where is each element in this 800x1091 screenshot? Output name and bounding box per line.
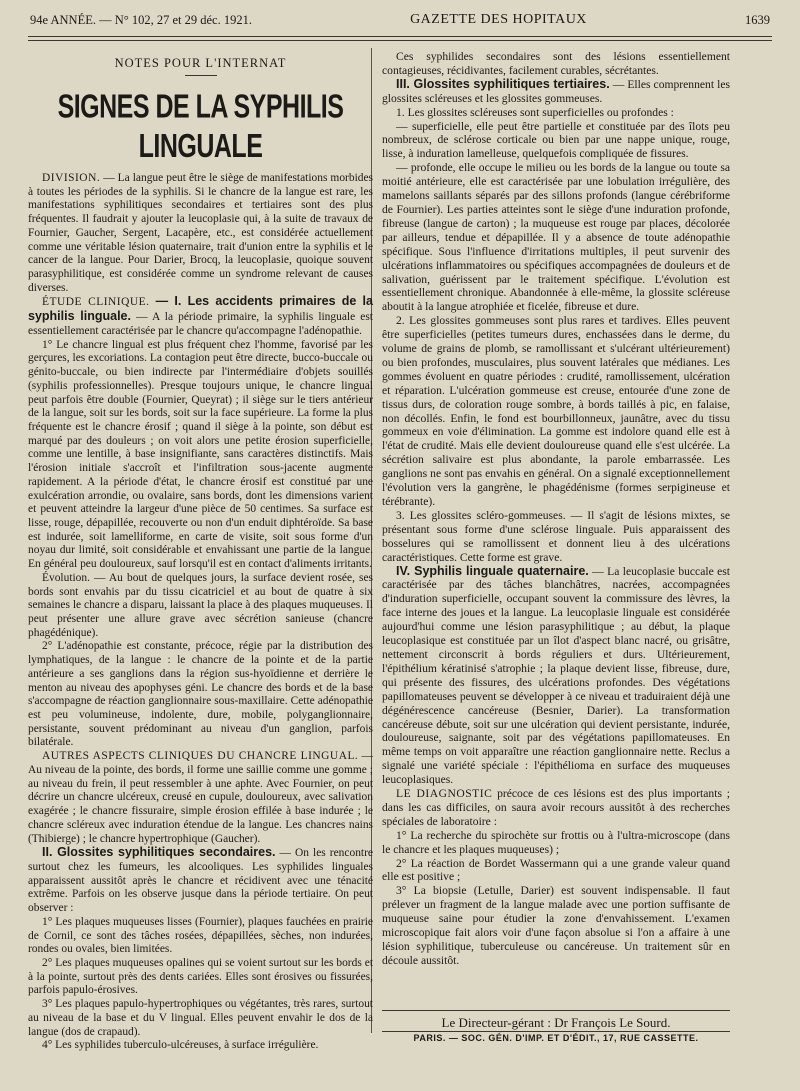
paragraph bbox=[28, 1039, 373, 1053]
lead-in: ÉTUDE CLINIQUE. bbox=[42, 296, 150, 309]
paragraph bbox=[28, 916, 373, 957]
paragraph bbox=[382, 829, 730, 857]
paragraph-text: — A la période primaire, la syphilis linguale est essentiellement caractérisée par le chancre qu'accompagne l'adénopathie. bbox=[28, 311, 373, 337]
paragraph bbox=[382, 565, 730, 788]
paragraph-text: 2° Les plaques muqueuses opalines qui se voient surtout sur les bords et à la pointe, surtout près des dents cariées. Elles sont érosives ou fissurées, parfois papulo-érosives. bbox=[28, 956, 373, 997]
paragraph bbox=[382, 509, 730, 565]
paragraph bbox=[382, 106, 730, 120]
paragraph bbox=[28, 572, 373, 641]
left-article-body bbox=[28, 172, 373, 1053]
paragraph-text: — superficielle, elle peut être partielle et constituée par des îlots peu nombreux, de sclérose corticale ou bien par une nappe unique, rouge, lisse, à induration lamelleuse, quelquefois compliquée de fissures. bbox=[382, 119, 730, 161]
paragraph-text: 2° L'adénopathie est constante, précoce, régie par la distribution des lymphatiques, de la langue : le chancre de la pointe et de la partie antérieure a ses ganglions dans la région sus-hyoïdienne et derrière le menton au niveau des apophyses géni. Le chancre des bords et de la base s'accompagne de réaction ganglionnaire sous-maxillaire. Cette adénopathie est peu volumineuse, indolente, dure, mobile, polyganglionnaire, persistante, souvent prédominant au niveau d'un ganglion, parfois bilatérale. bbox=[28, 640, 373, 749]
paragraph-text: — profonde, elle occupe le milieu ou les bords de la langue ou toute sa moitié antérieure, elle est caractérisée par une lobulation irrégulière, des mamelons saillants séparés par des sillons profonds (langue cérébriforme de Fournier). Les parties atteintes sont le siège d'une induration profonde, fibreuse (langue de carton) ; la muqueuse est rouge par places, décolorée par ailleurs, tendue et dépapillée. Il y a absence de toute adénopathie spécifique. Sous l'influence d'irritations multiples, il peut survenir des ulcérations inflammatoires ou spécifiques accompagnées de douleurs et de salivation, guérissent par le traitement spécifique. L'évolution est essentiellement chronique. Abandonnée à elle-même, la glossite scléreuse aboutit à la langue atrophiée et ficelée, fibreuse et dure. bbox=[382, 161, 730, 314]
paragraph bbox=[382, 787, 730, 829]
paragraph bbox=[28, 339, 373, 572]
paragraph bbox=[28, 750, 373, 846]
paragraph bbox=[382, 857, 730, 885]
header-rule bbox=[28, 36, 772, 37]
paragraph bbox=[28, 957, 373, 998]
paragraph-text: 2° La réaction de Bordet Wassermann qui a une grande valeur quand elle est positive ; bbox=[382, 856, 730, 884]
paragraph bbox=[28, 295, 373, 338]
paragraph-text: 1° Le chancre lingual est plus fréquent chez l'homme, favorisé par les gerçures, les excoriations. La contagion peut être directe, bucco-buccale ou génito-buccale, ou bien indirecte par l'intermédiaire d'objets souillés (syphilis professionnelles). Presque toujours unique, le chancre lingual peut parfois être double (Fournier, Queyrat) ; il siège sur le tiers antérieur de la langue, soit sur les bords, soit sur la face supérieure. La forme la plus fréquente est le chancre érosif ; quand il siège à la pointe, son début est marqué par des douleurs ; on voit alors une petite érosion superficielle, comme une lentille, à base insignifiante, sans caractères distinctifs. Mais l'érosion initiale s'accroît et l'infiltration sous-jacente augmente rapidement. A la période d'état, le chancre érosif est constitué par une exulcération arrondie, ou ovalaire, sans bords, dont les dimensions varient et peuvent atteindre la largeur d'une pièce de 50 centimes. Sa surface est lisse, rouge, dépapillée, recouverte ou non d'un enduit diphtéroïde. Sa base est indurée, soit lamelliforme, en carte de visite, soit sous forme d'un noyau dur limité, soit considérable et envahissant une partie de la langue. En général peu douloureux, sauf lorsqu'il est en contact d'aliments irritants. bbox=[28, 338, 373, 571]
paragraph bbox=[382, 78, 730, 106]
paragraph-text: 2. Les glossites gommeuses sont plus rares et tardives. Elles peuvent être superficielles (petites tumeurs dures, enchassées dans le derme, du volume de grains de plomb, se ramollissant et s'ulcérant ultérieurement) ou bien profondes, musculaires, plus souvent latérales que médianes. Les gommes évoluent en quatre périodes : crudité, ramollissement, ulcération et réparation. L'ulcération gommeuse est creuse, entourée d'une zone de tissus durs, de coloration rouge sombre, à bords taillés à pic, en falaise, non décollés. Enfin, le fond est bourbillonneux, jaunâtre, avec du tissu gommeux en voie d'élimination. La gomme est indolore quand elle est à l'état de crudité. Mais elle devient douloureuse quand elle s'est ulcérée. La sécrétion salivaire est plus abondante, la parole embarrassée. Les ganglions ne sont pas envahis en général. On a signalé exceptionnellement l'évolution vers la gangrène, le phagédénisme (formes serpigineuse et térébrante). bbox=[382, 314, 730, 508]
section-heading: II. Glossites syphilitiques secondaires. bbox=[42, 845, 276, 860]
paragraph bbox=[382, 50, 730, 78]
right-article-body bbox=[382, 50, 730, 968]
paragraph bbox=[382, 314, 730, 509]
section-heading: — I. Les accidents primaires de la syphilis linguale. bbox=[28, 294, 373, 324]
paragraph-text: — On les rencontre surtout chez les fumeurs, les alcooliques. Les syphilides linguales apparaissent aussitôt après le chancre et récidivent avec une ténacité extrême. Parfois on les observe jusque dans la période tertiaire. On peut observer : bbox=[28, 847, 373, 915]
printer-line: PARIS. — SOC. GÉN. D'IMP. ET D'ÉDIT., 17, RUE CASSETTE. bbox=[413, 1033, 699, 1043]
paragraph-text: — Au niveau de la pointe, des bords, il forme une saillie comme une gomme ; au niveau du frein, il peut ressembler à une aphte. Avec Fournier, on peut décrire un chancre ulcéreux, creusé en cupule, douloureux, avec salivation exagérée ; le chancre fissuraire, simple érosion effilée à base indurée ; le chancre scléreux avec induration étendue de la langue. Les chancres nains (Thibierge) ; le chancre hypertrophique (Gaucher). bbox=[28, 750, 373, 845]
footer-rule bbox=[382, 1010, 730, 1011]
paragraph bbox=[382, 161, 730, 314]
paragraph-text: 1. Les glossites scléreuses sont superficielles ou profondes : bbox=[396, 105, 674, 119]
paragraph bbox=[28, 846, 373, 916]
article-headline: SIGNES DE LA SYPHILIS LINGUALE bbox=[57, 88, 344, 165]
paragraph-text: 1° Les plaques muqueuses lisses (Fournier), plaques fauchées en prairie de Cornil, ce sont des tâches rosées, dépapillées, sèches, non indurées, rondes ou ovales, bien limitées. bbox=[28, 915, 373, 956]
paragraph-text: 3° La biopsie (Letulle, Darier) est souvent indispensable. Il faut prélever un fragment de la langue malade avec une portion suffisante de muqueuse saine pour étudier la zone d'envahissement. L'examen microscopique fait alors voir d'une façon absolue si l'on a affaire à une lésion syphilitique, tuberculeuse ou cancéreuse. Un traitement sûr en découle aussitôt. bbox=[382, 884, 730, 967]
director-line: Le Directeur-gérant : Dr François Le Sourd. bbox=[441, 1015, 671, 1030]
paragraph bbox=[382, 884, 730, 967]
paragraph-text: 3° Les plaques papulo-hypertrophiques ou végétantes, très rares, surtout au niveau de la base et du V lingual. Elles peuvent envahir le dos de la langue (dos de crapaud). bbox=[28, 998, 373, 1038]
paragraph-text: 4° Les syphilides tuberculo-ulcéreuses, à surface irrégulière. bbox=[42, 1039, 319, 1052]
paragraph-text: 3. Les glossites scléro-gommeuses. — Il s'agit de lésions mixtes, se présentant sous forme d'une sclérose linguale. Puis apparaissent des bosselures qui se ramollissent et donnent lieu à des ulcérations caractéristiques. Cette forme est grave. bbox=[382, 508, 730, 564]
lead-in: AUTRES ASPECTS CLINIQUES DU CHANCRE LINGUAL. bbox=[42, 750, 359, 763]
right-column bbox=[382, 50, 730, 1070]
paragraph bbox=[28, 640, 373, 750]
footer-rule-2 bbox=[382, 1031, 730, 1032]
lead-in: DIVISION. bbox=[42, 172, 101, 184]
header-rule-2 bbox=[28, 40, 772, 41]
paragraph-text: 1° La recherche du spirochète sur frottis ou à l'ultra-microscope (dans le chancre et les plaques muqueuses) ; bbox=[382, 828, 730, 856]
paragraph bbox=[28, 998, 373, 1039]
paragraph-text: — La langue peut être le siège de manifestations morbides à toutes les périodes de la syphilis. Si le chancre de la langue est rare, les manifestations syphilitiques secondaires et tertiaires sont des plus fréquentes. Il faudrait y ajouter la leucoplasie qui, à la suite de travaux de Fournier, Gaucher, Sergent, Lacapère, etc., est considérée actuellement comme une véritable lésion quaternaire, trait d'union entre la syphilis et le cancer de la langue. Pour Darier, Brocq, la leucoplasie, quoique souvent parasyphilitique, est considérée comme un syndrome relevant de causes diverses. bbox=[28, 172, 373, 294]
paragraph-text: — La leucoplasie buccale est caractérisée par des tâches blanchâtres, nacrées, accompagnées d'induration superficielle, occupant souvent la commissure des lèvres, la face interne des joues et la langue. La leucoplasie linguale est considérée aujourd'hui comme une lésion parasyphilitique ; au début, la plaque leucoplasique est constituée par un îlot d'aspect blanc nacré, ou grisâtre, nettement circonscrit à bords réguliers et durs. Ultérieurement, l'épithélium kératinisé s'atrophie ; la plaque devient lisse, fibreuse, dure, qui présente des fissures, des ulcérations profondes. Des végétations papillomateuses peuvent se développer à ce niveau et traduiraient déjà une dégénérescence cancéreuse (Besnier, Darier). La transformation cancéreuse débute, soit sur une ulcération qui devient persistante, indurée, douloureuse, saignante, soit par des végétations papillomateuses. En même temps on voit apparaître une réaction ganglionnaire nette. Reclus a signalé une variété spéciale : l'épithélioma en surface des muqueuses leucoplasiques. bbox=[382, 564, 730, 787]
page-header bbox=[30, 8, 770, 32]
title-rule bbox=[185, 75, 217, 76]
section-heading: III. Glossites syphilitiques tertiaires. bbox=[396, 76, 610, 91]
paragraph-text: Évolution. — Au bout de quelques jours, la surface devient rosée, ses bords sont envahis par du tissu cicatriciel et au bout de quatre à six semaines le chancre a disparu, laissant la place à des plaques muqueuses. Il peut présenter une allure grave avec sécrétion sanieuse (chancre phagédénique). bbox=[28, 571, 373, 639]
paragraph-text: précoce de ces lésions est des plus importants ; dans les cas difficiles, on saura avoir recours aussitôt à des recherches spéciales de laboratoire : bbox=[382, 787, 730, 828]
section-label: NOTES POUR L'INTERNAT bbox=[114, 56, 287, 70]
paragraph bbox=[28, 172, 373, 295]
paragraph-text: Ces syphilides secondaires sont des lésions essentiellement contagieuses, récidivantes, facilement curables, sécrétantes. bbox=[382, 50, 730, 77]
lead-in: LE DIAGNOSTIC bbox=[396, 787, 493, 801]
left-column bbox=[28, 50, 373, 1070]
journal-title: GAZETTE DES HOPITAUX bbox=[410, 12, 587, 27]
section-heading: IV. Syphilis linguale quaternaire. bbox=[396, 563, 589, 578]
issue-info: 94e ANNÉE. — N° 102, 27 et 29 déc. 1921. bbox=[30, 12, 252, 27]
paragraph bbox=[382, 120, 730, 162]
paragraph-text: — Elles comprennent les glossites scléreuses et les glossites gommeuses. bbox=[382, 77, 730, 105]
page-number: 1639 bbox=[745, 12, 770, 27]
